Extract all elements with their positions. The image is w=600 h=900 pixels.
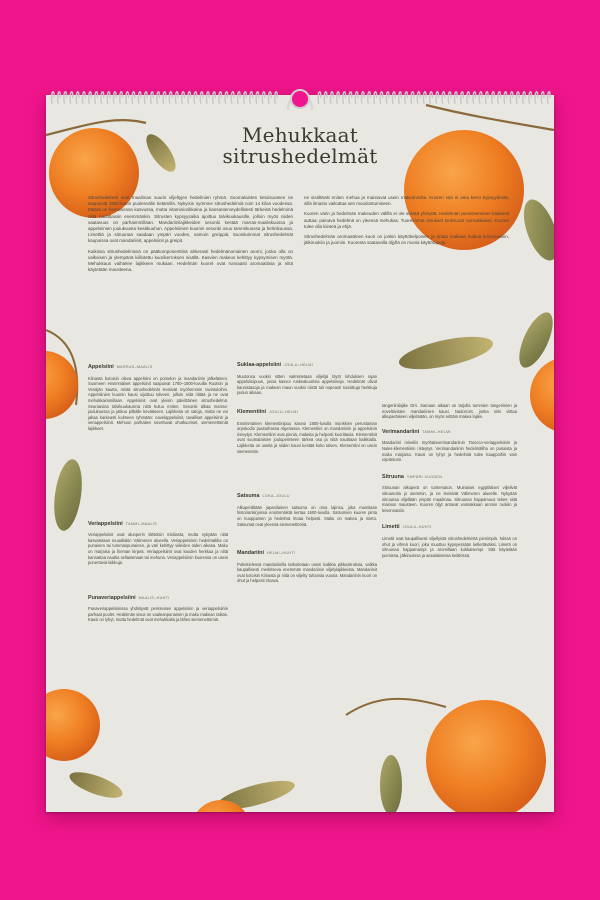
section-season: JOULU–HELMI <box>284 363 314 367</box>
section-satsuma <box>237 494 377 527</box>
spiral-coil <box>504 92 507 104</box>
section-season: YMPÄRI VUODEN <box>406 474 443 479</box>
section-text: Veriappelsiinit ovat alunperin lähtöisin Sisiliasta, mutta nykyään niitä kasvatetaan muuallakin Välimeren alueella. Veriappelsiinin hedelmäliha on punainen tai tummanpunainen, ja väri kehittyy viileiden öiden aikana. Maku on marjaisa ja hieman kirpeä. Veriappelsiinit ovat kauden herkkua ja niitä kannattaa nauttia sellaisenaan tai mehuna. Veriappelsiinin kuoressa on usein punertavia laikkuja. <box>88 532 228 566</box>
spiral-coil <box>70 92 73 104</box>
section-name: Sitruuna <box>382 473 404 480</box>
spiral-coil <box>182 92 185 104</box>
intro-left <box>88 195 293 277</box>
spiral-coil <box>324 92 327 104</box>
section-text: Sitruunan alkuperä on tuntematon. Muinaiset egyptiläiset viljelivät sitruunoita jo aiemmin, ja ne levisivät Välimeren alueelle. Nykyään sitruunaa viljellään ympäri maailmaa. Sitruunan happamuus tekee siitä mainion mausteen. Kuoren öljyt antavat voimakkaan aromin ruokiin ja leivonnaisiin. <box>382 485 517 513</box>
spiral-coil <box>76 92 79 104</box>
section-name: Satsuma <box>237 493 260 500</box>
spiral-coil <box>318 92 321 104</box>
section-text: Mandariini mineliis myöhäisverimandariinin Tarocco-veriappelsiinin ja Nules-klementiinin risteytys. Verimandariinin hedelmäliha on punaista ja maku marjaisa. Kausi on lyhyt ja hedelmiä tulee kauppoihin vain rajoitetusti. <box>382 440 517 463</box>
spiral-coil <box>399 92 402 104</box>
section-mandariini <box>237 551 377 584</box>
section-text: tangeriinilajike Orri. Samaan aikaan on tarjolla tummien tangeriinien ja noveltiivisten mandariinien kausi. Nadorcott, jonka nimi viittaa alkuperäiseen viljelmään, on myös erittäin makea lajike. <box>382 403 517 420</box>
spiral-coil <box>169 92 172 104</box>
section-season: HELMI–HUHTI <box>266 551 296 556</box>
spiral-coil <box>107 92 110 104</box>
spiral-coil <box>417 92 420 104</box>
intro-paragraph: ne sisältävät eniten mehua ja maistuvat usein makeimmilta. Kuoren väri ei aina kerro kypsyydestä, sillä ilmasto vaikuttaa sen muodostumiseen. <box>304 195 509 207</box>
spiral-coil <box>176 92 179 104</box>
spiral-coil <box>138 92 141 104</box>
orange-right-mid <box>530 357 554 433</box>
spiral-coil <box>523 92 526 104</box>
leaf-right-mid <box>396 330 495 375</box>
section-verimandariini <box>382 430 517 463</box>
intro-right <box>304 195 509 250</box>
section-text: Ensimmäinen klementiinipuu kasvoi 1800-luvulla munkkien perustaman orpokodin puutarhassa Algeriassa. Klementiini on mandariinin ja appelsiinin risteytys. Klementiinit ovat pieniä, makeita ja helposti kuorittavia. Klementiinit ovat suomalaisten jouluperinteen tärkeä osa ja niitä nautitaan kaikkialla. Lajikkeita on useita ja niiden kausi kestää koko talven. Klementiini on usein siemenetön. <box>237 420 377 454</box>
spiral-coil <box>473 92 476 104</box>
section-text: Puhekielessä mandariinilla tarkoitetaan usein kaikkia pikkusitruksia, vaikka kaupallisesti merkitseva enemmän mandariinin viljelylajikkeista. Mandariinit ovat kotoisin Kiinasta ja niitä on viljelty tuhansia vuosia. Mandariinin kuori on ohut ja helposti irtoava. <box>237 561 377 584</box>
spiral-coil <box>411 92 414 104</box>
spiral-coil <box>89 92 92 104</box>
intro-paragraph: Kuoren värin ja hedelmän makeuden välillä ei ole selvää yhteyttä. Hedelmän punnitseminen kädessä auttaa: painava hedelmä on yleensä mehukas. Tuoreimmat sitrukset tuoksuvat voimakkaasti. Kuoren tulee olla kiinteä ja ehjä. <box>304 211 509 229</box>
spiral-coil <box>510 92 513 104</box>
spiral-coil <box>368 92 371 104</box>
spiral-coil <box>256 92 259 104</box>
spiral-coil <box>380 92 383 104</box>
section-continuation <box>382 403 517 420</box>
spiral-coil <box>238 92 241 104</box>
section-season: TAMMI–HELMI <box>422 429 451 434</box>
section-veriappelsiini <box>88 522 228 566</box>
section-text: Punaveriappelsiinissa yhdistyvät perinteisen appelsiinin ja veriappelsiinin parhaat puolet. Hedelmän sisus on vaaleanpunainen ja maku makean raikas. Kausi on lyhyt, mutta hedelmät ovat mehukkaita ja lähes siemenettömiä. <box>88 606 228 623</box>
spiral-coil <box>231 92 234 104</box>
title-line-2: sitrushedelmät <box>222 144 378 168</box>
spiral-coil <box>535 92 538 104</box>
spiral-coil <box>424 92 427 104</box>
spiral-coil <box>529 92 532 104</box>
spiral-coil <box>486 92 489 104</box>
spiral-coil <box>331 92 334 104</box>
spiral-coil <box>213 92 216 104</box>
spiral-coil <box>492 92 495 104</box>
section-text: Kiinasta kotoisin oleva appelsiini on pomelon ja mandariinin jälkeläinen. Suomeen ensimmäiset appelsiinit saapuivat 1700–1800-luvuilla Ruotsin ja Venäjän kautta, mistä sitrushedelmät levisivät myöhemmin ravintoloihin. Appelsiinien kuumin kausi sijoittuu talveen, jolloin niitä riittää ja ne ovat mehukkaimmillaan. Appelsiinit ovat yleisin päivittäinen sitrushedelmä. Seuraavina talvikuukausina niitä kuluu eniten. Sesonki alkaa marras-joulukuussa ja jatkuu pitkälle kevääseen. Lajikkeita on satoja, mutta ne voi jakaa karkeasti kolmeen ryhmään: navelappelsiinit, tavalliset appelsiinit ja veriappelsiinit. Mehuun parhaiten soveltuvat ohutkuoriset, siemenettömät lajikkeet. <box>88 375 228 431</box>
intro-paragraph: Sitrushedelmät ovat maailman suurin viljeltyjen hedelmien ryhmä. Suomalaisten tietoisuuteen ne saapuivat 1900-luvun puolenvälin tietämillä. Nykyisin syömme sitrushedelmiä noin 14 kiloa vuodessa. Määrä on hienoisessa kasvussa, mutta vitaminiorikkaina ja kansanterveydellisesti tärkeinä hedelminä niitä nautittaisiin enemmänkin. Sitrusten kypsyysaika ajoittuu talvikuukausille, jolloin myös niiden saatavuus on parhaimmillaan. Mandariinilajikkeiden sesonki kestää marras-maaliskuussa ja appelsiinien joulukuusta kesäkuuhun. Appelsiinien kuumin sesonki osuu tammikuussa ja helmikuussa. Limettiä ja sitruunaa saadaan ympäri vuoden, samoin greippiä. Suosituimmat sitrushedelmät kaupoissa ovat mandariinit, appelsiinit ja greipit. <box>88 195 293 244</box>
section-text: Alkuperältään japanilainen satsuma on oma lajinsa, joka mainitaan historiankirjoissa ensimmäistä kertaa 1600-luvulla. Satsumien kuoren pinta on kuoppainen ja hedelmä irtoaa helposti. Maku on makea ja mieto. Satsumat ovat yleensä siemenettömiä. <box>237 504 377 527</box>
spiral-coil <box>517 92 520 104</box>
spiral-coil <box>151 92 154 104</box>
spiral-coil <box>194 92 197 104</box>
section-season: JOULU–HUHTI <box>402 525 432 530</box>
leaf-bottom-left <box>67 767 126 803</box>
section-sitruuna <box>382 475 517 514</box>
section-name: Mandariini <box>237 550 264 557</box>
spiral-coil <box>163 92 166 104</box>
spiral-coil <box>275 92 278 104</box>
orange-bottom-left <box>46 689 100 761</box>
spiral-coil <box>461 92 464 104</box>
spiral-coil <box>52 92 55 104</box>
section-season: JOULU–HELMI <box>269 409 299 414</box>
spiral-coil <box>225 92 228 104</box>
spiral-coil <box>448 92 451 104</box>
spiral-coil <box>219 92 222 104</box>
intro-paragraph: Kaikissa sitrushedelmissä on pääkomponenttinä ahkerasti hedelmänomainen aromi, jonka olla on valkoisen ja ylempänä kiillotettu kuorikerroksen sisällä. Kasvien makeus kehittyy kypsymisen myötä. Mehukkaus vaihtelee lajikkeen mukaan. Hedelmän kuoret ovat runsaasti aromaattisia ja niitä käytetään mausteena. <box>88 248 293 273</box>
spiral-coil <box>200 92 203 104</box>
spiral-coil <box>58 92 61 104</box>
section-name: Veriappelsiini <box>88 520 123 527</box>
spiral-coil <box>436 92 439 104</box>
section-limetti <box>382 525 517 558</box>
spiral-coil <box>548 92 551 104</box>
spiral-coil <box>386 92 389 104</box>
orange-bottom-right <box>426 700 546 812</box>
spiral-coil <box>262 92 265 104</box>
spiral-coil <box>355 92 358 104</box>
spiral-coil <box>393 92 396 104</box>
section-text: Muotonsa vuoksi sitten valmistetaan viljelijä löytö lohduksen rajan appelsiinipuun, jossa kasvoi ruskeakuorisia appelsiineja. Hedelmät olivat kaunistasoja ja makean maun vuoksi niistä tuli nopeasti suosittuja herkkuja joulun aikaan. <box>237 373 377 396</box>
title-line-1: Mehukkaat <box>242 123 358 147</box>
spiral-coil <box>405 92 408 104</box>
hanger-hook <box>284 80 316 114</box>
spiral-coil <box>374 92 377 104</box>
leaf-bottom-right <box>380 755 402 812</box>
section-klementiini <box>237 410 377 454</box>
column-3 <box>382 403 517 566</box>
section-name: Limetti <box>382 524 400 531</box>
leaf-right-mid-2 <box>512 308 554 373</box>
spiral-coil <box>132 92 135 104</box>
spiral-coil <box>114 92 117 104</box>
section-season: MARRAS–MAALIS <box>116 365 153 369</box>
section-name: Punaveriappelsiini <box>88 594 136 601</box>
spiral-coil <box>145 92 148 104</box>
spiral-coil <box>455 92 458 104</box>
section-suklaa-appelsiini <box>237 363 377 396</box>
leaf-left-mid <box>50 458 86 533</box>
spiral-coil <box>467 92 470 104</box>
section-season: TAMMI–MAALIS <box>125 521 158 526</box>
spiral-coil <box>442 92 445 104</box>
spiral-coil <box>343 92 346 104</box>
spiral-coil <box>479 92 482 104</box>
spiral-coil <box>250 92 253 104</box>
spiral-coil <box>120 92 123 104</box>
spiral-coil <box>541 92 544 104</box>
spiral-coil <box>269 92 272 104</box>
spiral-coil <box>157 92 160 104</box>
section-season: LOKA–JOULU <box>262 494 290 499</box>
section-name: Klementiini <box>237 408 267 415</box>
calendar-page <box>46 95 554 812</box>
spiral-coil <box>349 92 352 104</box>
spiral-coil <box>64 92 67 104</box>
leaf-top-right <box>517 195 554 265</box>
column-2 <box>237 363 377 592</box>
spiral-coil <box>337 92 340 104</box>
section-name: Verimandariini <box>382 428 420 435</box>
spiral-coil <box>95 92 98 104</box>
intro-paragraph: Sitrushedelmän aromaattinen kuori on jonkin käyttökelpoinen ja antaa makeaa makua leivonnaisiin, jälkiruokiin ja juomiin. Kuoresta saatavalla öljyllä on monia käyttötapoja. <box>304 234 509 246</box>
spiral-coil <box>430 92 433 104</box>
spiral-coil <box>188 92 191 104</box>
spiral-coil <box>244 92 247 104</box>
section-text: Limetit ovat kaupallisesti viljellyistä sitrushedelmistä pienimpiä. Niissä on ohut ja vihreä kuori, joka muuttuu kypsyessään kellertäväksi. Limetti on sitruunaa happamampi ja aromiltaan kukkaisempi. Sitä käytetään juomissa, jälkiruoissa ja aasialaisessa keittiössä. <box>382 535 517 558</box>
section-name: Suklaa-appelsiini <box>237 362 282 368</box>
spiral-coil <box>498 92 501 104</box>
spiral-coil <box>362 92 365 104</box>
page-title <box>46 125 554 167</box>
section-name: Appelsiini <box>88 364 114 370</box>
branch-bottom-right <box>346 699 446 715</box>
spiral-coil <box>101 92 104 104</box>
spiral-coil <box>83 92 86 104</box>
spiral-coil <box>207 92 210 104</box>
section-appelsiini <box>88 365 228 432</box>
section-punaveriappelsiini <box>88 596 228 623</box>
section-season: MAALIS–HUHTI <box>138 595 170 600</box>
spiral-coil <box>126 92 129 104</box>
column-1 <box>88 365 228 631</box>
